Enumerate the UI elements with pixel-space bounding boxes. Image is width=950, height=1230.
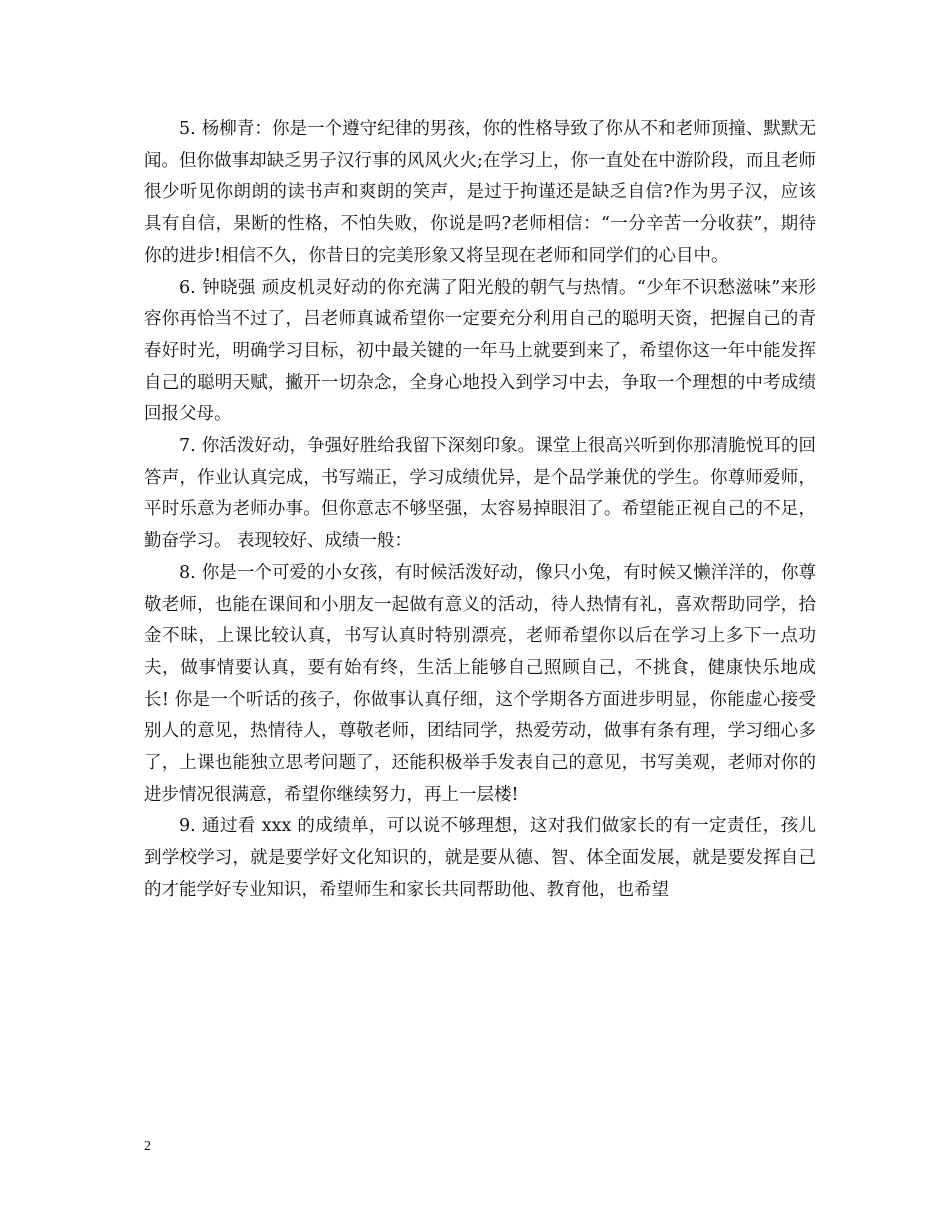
paragraph-text: 钟晓强 顽皮机灵好动的你充满了阳光般的朝气与热情。“少年不识愁滋味”来形容你再恰当不过了，吕老师真诚希望你一定要充分利用自己的聪明天资，把握自己的青春好时光，明确学习目标，初中最关键的一年马上就要到来了，希望你这一年中能发挥自己的聪明天赋，撇开一切杂念，全身心地投入到学习中去，争取一个理想的中考成绩回报父母。 [144, 277, 816, 425]
paragraph-number: 9. [179, 816, 196, 837]
paragraph-number: 7. [179, 436, 196, 457]
paragraph-number: 5. [179, 119, 196, 139]
paragraph-text: 你是一个可爱的小女孩，有时候活泼好动，像只小兔，有时候又懒洋洋的，你尊敬老师，也能在课间和小朋友一起做有意义的活动，待人热情有礼，喜欢帮助同学，拾金不昧，上课比较认真，书写认真时特别漂亮，老师希望你以后在学习上多下一点功夫，做事情要认真，要有始有终，生活上能够自己照顾自己，不挑食，健康快乐地成长! 你是一个听话的孩子，你做事认真仔细，这个学期各方面进步明显，你能虚心接受别人的意见，热情待人，尊敬老师，团结同学，热爱劳动，做事有条有理，学习细心多了，上课也能独立思考问题了，还能积极举手发表自己的意见，书写美观，老师对你的进步情况很满意，希望你继续努力，再上一层楼! [144, 562, 816, 805]
paragraph-7 [144, 431, 816, 558]
paragraph-9 [144, 811, 816, 906]
paragraph-text: 杨柳青：你是一个遵守纪律的男孩，你的性格导致了你从不和老师顶撞、默默无闻。但你做事却缺乏男子汉行事的风风火火;在学习上，你一直处在中游阶段，而且老师很少听见你朗朗的读书声和爽朗的笑声，是过于拘谨还是缺乏自信?作为男子汉，应该具有自信，果断的性格，不怕失败，你说是吗?老师相信：“一分辛苦一分收获”，期待你的进步!相信不久，你昔日的完美形象又将呈现在老师和同学们的心目中。 [144, 119, 816, 266]
paragraph-number: 8. [179, 562, 196, 583]
paragraph-number: 6. [179, 277, 196, 298]
paragraph-text: 通过看 xxx 的成绩单，可以说不够理想，这对我们做家长的有一定责任，孩儿到学校学习，就是要学好文化知识的，就是要从德、智、体全面发展，就是要发挥自己的才能学好专业知识，希望师生和家长共同帮助他、教育他，也希望 [144, 816, 816, 900]
paragraph-5 [144, 114, 816, 273]
document-body [144, 114, 816, 907]
page-number: 2 [144, 1139, 151, 1154]
paragraph-text: 你活泼好动，争强好胜给我留下深刻印象。课堂上很高兴听到你那清脆悦耳的回答声，作业认真完成，书写端正，学习成绩优异，是个品学兼优的学生。你尊师爱师，平时乐意为老师办事。但你意志不够坚强，太容易掉眼泪了。希望能正视自己的不足，勤奋学习。 表现较好、成绩一般： [144, 436, 816, 552]
paragraph-6 [144, 273, 816, 432]
paragraph-8 [144, 558, 816, 812]
